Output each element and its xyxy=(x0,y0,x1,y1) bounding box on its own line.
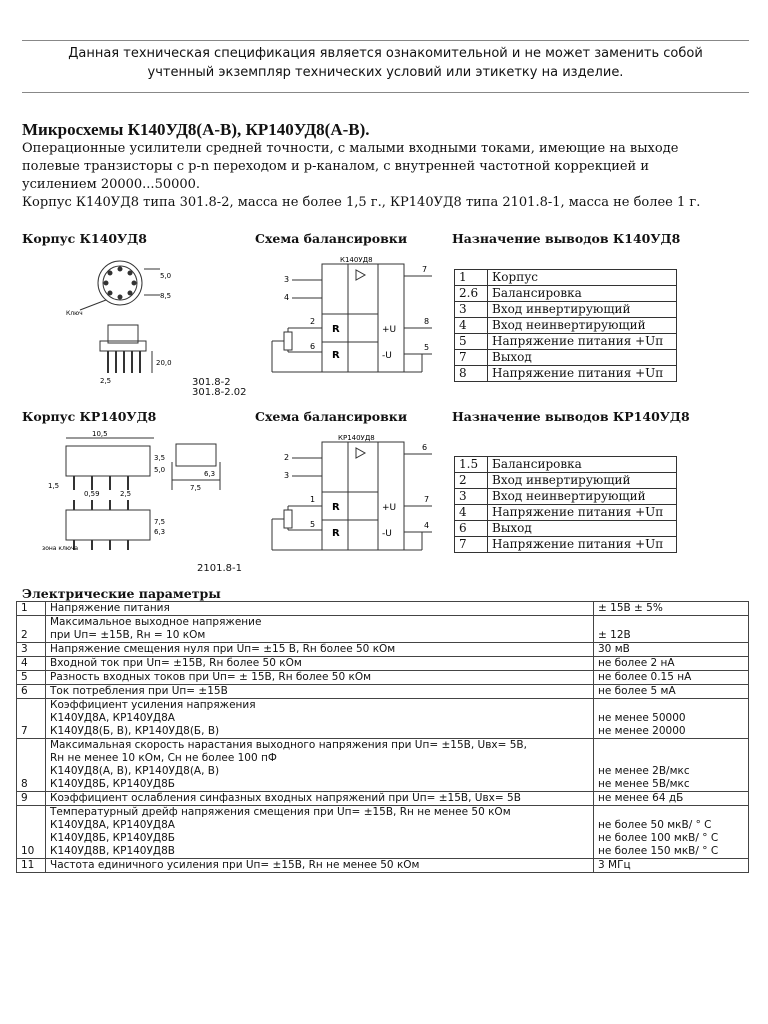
dim-label: 3,5 xyxy=(154,454,166,462)
param-text: Коэффициент усиления напряжения К140УД8А, КР140УД8А К140УД8(Б, В), КР140УД8(Б, В) xyxy=(46,699,594,739)
dim-label: 8,5 xyxy=(160,292,172,300)
package-code-2: 2101.8-1 xyxy=(197,563,242,574)
dim-label: 1,5 xyxy=(48,482,60,490)
param-text: Частота единичного усиления при Uп= ±15В, Rн не менее 50 кОм xyxy=(46,859,594,873)
pin-number: 1.5 xyxy=(455,457,488,473)
param-text: Напряжение смещения нуля при Uп= ±15 В, Rн более 50 кОм xyxy=(46,643,594,657)
pin-number: 4 xyxy=(455,318,488,334)
pin-number: 2.6 xyxy=(455,286,488,302)
param-text: Ток потребления при Uп= ±15В xyxy=(46,685,594,699)
table-row xyxy=(455,334,677,350)
resistor-label: R xyxy=(332,324,340,335)
chip-label: К140УД8 xyxy=(340,256,373,264)
chip-label: КР140УД8 xyxy=(338,434,375,442)
param-value: не более 5 мА xyxy=(594,685,749,699)
dim-label: 5,0 xyxy=(154,466,166,474)
table-row xyxy=(17,792,749,806)
dim-label: 2,5 xyxy=(100,377,112,385)
pins-table-2 xyxy=(454,456,677,553)
param-text: Температурный дрейф напряжения смещения при Uп= ±15В, Rн не менее 50 кОм К140УД8А, КР140УД8А К140УД8Б, КР140УД8Б К140УД8В, КР140УД8В xyxy=(46,806,594,859)
param-value: не менее 64 дБ xyxy=(594,792,749,806)
dim-label: 6,3 xyxy=(154,528,166,536)
table-row xyxy=(17,806,749,859)
table-row xyxy=(17,859,749,873)
pin-function: Выход xyxy=(488,521,677,537)
table-row xyxy=(455,537,677,553)
param-number: 3 xyxy=(17,643,46,657)
table-row xyxy=(455,350,677,366)
key-label: Ключ xyxy=(66,310,83,317)
resistor-label: R xyxy=(332,350,340,361)
description xyxy=(22,140,752,212)
pin-function: Выход xyxy=(488,350,677,366)
pin-number: 6 xyxy=(455,521,488,537)
param-text: Разность входных токов при Uп= ± 15В, Rн более 50 кОм xyxy=(46,671,594,685)
dim-label: 5,0 xyxy=(160,272,172,280)
table-row xyxy=(455,366,677,382)
table-row xyxy=(17,671,749,685)
param-number: 10 xyxy=(17,806,46,859)
pin-label: 2 xyxy=(284,453,290,462)
pin-function: Балансировка xyxy=(488,286,677,302)
minus-u-label: -U xyxy=(382,351,392,361)
param-text: Коэффициент ослабления синфазных входных напряжений при Uп= ±15В, Uвх= 5В xyxy=(46,792,594,806)
pin-function: Напряжение питания +Uп xyxy=(488,366,677,382)
table-row xyxy=(17,739,749,792)
minus-u-label: -U xyxy=(382,529,392,539)
table-row xyxy=(455,457,677,473)
dim-label: 10,5 xyxy=(92,430,108,438)
pin-label: 6 xyxy=(422,443,428,452)
package-code-1: 301.8-2 301.8-2.02 xyxy=(192,377,247,398)
resistor-label: R xyxy=(332,502,340,513)
package-heading-1: Корпус К140УД8 xyxy=(22,231,147,246)
dim-label: 6,3 xyxy=(204,470,216,478)
param-value: ± 15В ± 5% xyxy=(594,602,749,616)
resistor-label: R xyxy=(332,528,340,539)
param-number: 4 xyxy=(17,657,46,671)
pin-label: 6 xyxy=(310,342,316,351)
pin-label: 3 xyxy=(284,471,290,480)
param-value: ± 12В xyxy=(594,616,749,643)
key-zone-label: зона ключа xyxy=(42,545,79,552)
pin-number: 8 xyxy=(455,366,488,382)
param-value: 30 мВ xyxy=(594,643,749,657)
page-title: Микросхемы К140УД8(А-В), КР140УД8(А-В). xyxy=(22,120,370,139)
pin-function: Вход инвертирующий xyxy=(488,473,677,489)
param-text: Напряжение питания xyxy=(46,602,594,616)
param-number: 7 xyxy=(17,699,46,739)
plus-u-label: +U xyxy=(382,503,397,513)
pin-number: 7 xyxy=(455,350,488,366)
param-number: 1 xyxy=(17,602,46,616)
param-number: 8 xyxy=(17,739,46,792)
pin-function: Вход неинвертирующий xyxy=(488,318,677,334)
pin-label: 3 xyxy=(284,275,290,284)
disclaimer-rule xyxy=(22,92,749,93)
table-row xyxy=(17,616,749,643)
dim-label: 7,5 xyxy=(154,518,166,526)
pin-number: 3 xyxy=(455,489,488,505)
pin-function: Вход неинвертирующий xyxy=(488,489,677,505)
param-text: Максимальная скорость нарастания выходного напряжения при Uп= ±15В, Uвх= 5В, Rн не менее 10 кОм, Сн не более 100 пФ К140УД8(А, В), КР140УД8(А, В) К140УД8Б, КР140УД8Б xyxy=(46,739,594,792)
param-value: не менее 50000 не менее 20000 xyxy=(594,699,749,739)
pin-function: Напряжение питания +Uп xyxy=(488,334,677,350)
description-line: Корпус К140УД8 типа 301.8-2, масса не более 1,5 г., КР140УД8 типа 2101.8-1, масса не более 1 г. xyxy=(22,195,701,210)
param-value: не менее 2В/мкс не менее 5В/мкс xyxy=(594,739,749,792)
table-row xyxy=(455,489,677,505)
pin-function: Корпус xyxy=(488,270,677,286)
balance-heading-1: Схема балансировки xyxy=(255,231,408,246)
param-value: не более 50 мкВ/ ° С не более 100 мкВ/ ° С не более 150 мкВ/ ° С xyxy=(594,806,749,859)
description-line: Операционные усилители средней точности, с малыми входными токами, имеющие на выходе xyxy=(22,141,679,156)
table-row xyxy=(17,699,749,739)
param-number: 2 xyxy=(17,616,46,643)
pin-function: Напряжение питания +Uп xyxy=(488,537,677,553)
pin-label: 4 xyxy=(284,293,290,302)
pin-label: 8 xyxy=(424,317,430,326)
pin-label: 1 xyxy=(310,495,316,504)
table-row xyxy=(17,643,749,657)
table-row xyxy=(455,270,677,286)
params-heading: Электрические параметры xyxy=(22,586,221,601)
dim-label: 7,5 xyxy=(190,484,202,492)
pin-function: Напряжение питания +Uп xyxy=(488,505,677,521)
param-number: 9 xyxy=(17,792,46,806)
pin-number: 1 xyxy=(455,270,488,286)
description-line: полевые транзисторы с p-n переходом и p-каналом, с внутренней частотной коррекцией и xyxy=(22,159,650,174)
package-heading-2: Корпус КР140УД8 xyxy=(22,409,157,424)
table-row xyxy=(455,318,677,334)
description-line: усилением 20000...50000. xyxy=(22,177,201,192)
table-row xyxy=(17,657,749,671)
dim-label: 20,0 xyxy=(156,359,172,367)
pins-heading-1: Назначение выводов К140УД8 xyxy=(452,231,681,246)
param-text: Входной ток при Uп= ±15В, Rн более 50 кОм xyxy=(46,657,594,671)
top-rule xyxy=(22,40,749,41)
param-number: 5 xyxy=(17,671,46,685)
pins-heading-2: Назначение выводов КР140УД8 xyxy=(452,409,690,424)
table-row xyxy=(455,521,677,537)
balance-heading-2: Схема балансировки xyxy=(255,409,408,424)
pin-function: Балансировка xyxy=(488,457,677,473)
table-row xyxy=(455,286,677,302)
dim-label: 0,59 xyxy=(84,490,100,498)
pin-number: 5 xyxy=(455,334,488,350)
balance-schematic-2 xyxy=(262,432,442,562)
pin-number: 3 xyxy=(455,302,488,318)
dim-label: 2,5 xyxy=(120,490,132,498)
pin-number: 4 xyxy=(455,505,488,521)
param-value: не более 2 нА xyxy=(594,657,749,671)
pin-label: 7 xyxy=(424,495,430,504)
pin-label: 5 xyxy=(424,343,430,352)
pin-label: 7 xyxy=(422,265,428,274)
param-value: не более 0.15 нА xyxy=(594,671,749,685)
table-row xyxy=(17,685,749,699)
pin-label: 4 xyxy=(424,521,430,530)
param-number: 6 xyxy=(17,685,46,699)
pin-function: Вход инвертирующий xyxy=(488,302,677,318)
table-row xyxy=(455,473,677,489)
balance-schematic-1 xyxy=(262,254,442,384)
param-text: Максимальное выходное напряжение при Uп= ±15В, Rн = 10 кОм xyxy=(46,616,594,643)
pin-label: 5 xyxy=(310,520,316,529)
pins-table-1 xyxy=(454,269,677,382)
pin-number: 7 xyxy=(455,537,488,553)
disclaimer: Данная техническая спецификация является ознакомительной и не может заменить собой учтенный экземпляр технических условий или этикетку на изделие. xyxy=(68,46,703,80)
package-drawing-2 xyxy=(40,430,240,560)
params-table xyxy=(16,601,749,873)
plus-u-label: +U xyxy=(382,325,397,335)
pin-number: 2 xyxy=(455,473,488,489)
param-value: 3 МГц xyxy=(594,859,749,873)
table-row xyxy=(455,302,677,318)
table-row xyxy=(17,602,749,616)
table-row xyxy=(455,505,677,521)
param-number: 11 xyxy=(17,859,46,873)
pin-label: 2 xyxy=(310,317,316,326)
